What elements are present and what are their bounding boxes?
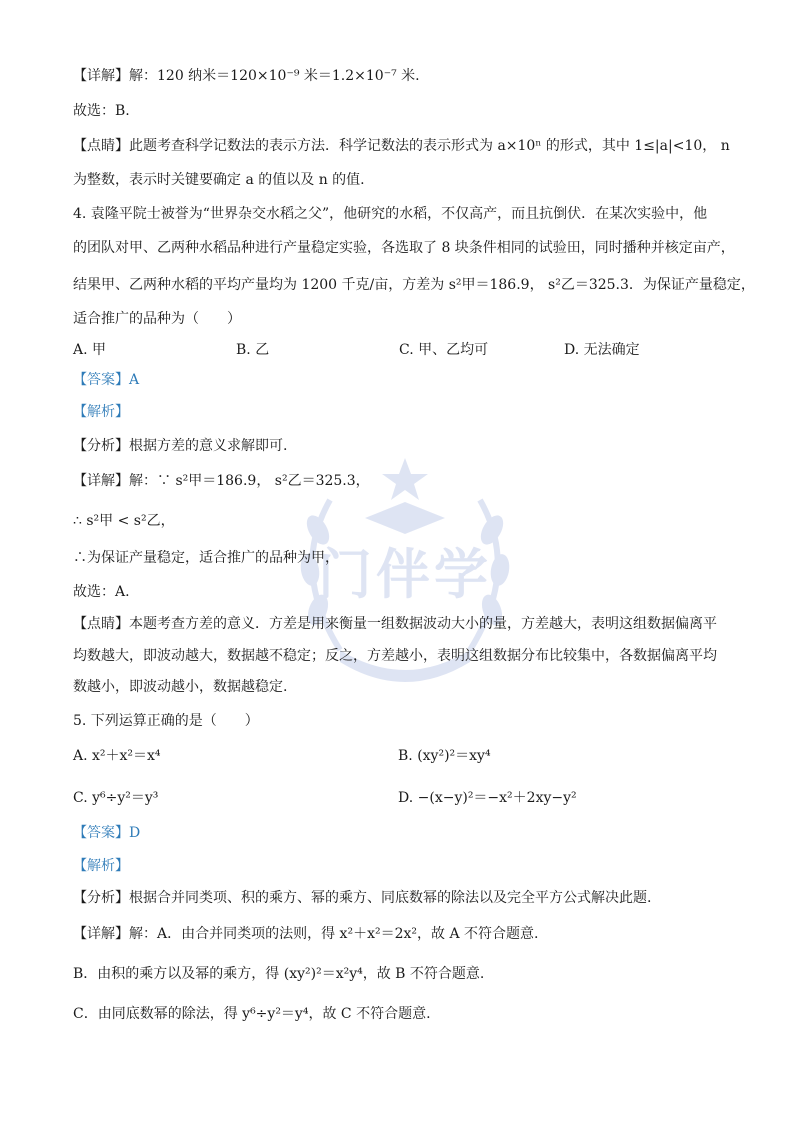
text-line: ∴为保证产量稳定，适合推广的品种为甲， [73, 550, 339, 566]
text-line: C．由同底数幂的除法，得 y⁶÷y²＝y⁴，故 C 不符合题意. [73, 1006, 431, 1022]
text-line: B．由积的乘方以及幂的乘方，得 (xy²)²＝x²y⁴，故 B 不符合题意. [73, 966, 485, 982]
q4-option-d: D. 无法确定 [564, 342, 640, 358]
text-line: 【详解】解：A．由合并同类项的法则，得 x²＋x²＝2x²，故 A 不符合题意. [73, 926, 539, 942]
text-line: 故选：B. [73, 103, 130, 119]
q5-option-d: D. −(x−y)²＝−x²＋2xy−y² [398, 790, 577, 806]
answer-label: 【答案】A [73, 372, 140, 388]
analysis-label: 【解析】 [73, 858, 129, 874]
q5-option-b: B. (xy²)²＝xy⁴ [398, 748, 491, 764]
text-line: 【点睛】本题考查方差的意义．方差是用来衡量一组数据波动大小的量，方差越大，表明这组数据偏离平 [73, 616, 717, 632]
text-line: 【分析】根据合并同类项、积的乘方、幂的乘方、同底数幂的除法以及完全平方公式解决此题. [73, 890, 652, 906]
text-line: 【详解】解：∵ s²甲＝186.9， s²乙＝325.3， [73, 473, 370, 489]
text-line: 【分析】根据方差的意义求解即可. [73, 438, 288, 454]
answer-label: 【答案】D [73, 825, 141, 841]
q4-option-c: C. 甲、乙均可 [399, 342, 489, 358]
q5-option-a: A. x²＋x²＝x⁴ [73, 748, 161, 764]
text-line: ∴ s²甲 < s²乙， [73, 513, 175, 529]
question-4-stem: 4. 袁隆平院士被誉为“世界杂交水稻之父”，他研究的水稻，不仅高产，而且抗倒伏．在某次实验中，他 [73, 206, 708, 222]
q5-option-c: C. y⁶÷y²＝y³ [73, 790, 159, 806]
question-5-stem: 5. 下列运算正确的是（ ） [73, 713, 259, 729]
q4-option-b: B. 乙 [236, 342, 270, 358]
text-line: 为整数，表示时关键要确定 a 的值以及 n 的值. [73, 172, 365, 188]
analysis-label: 【解析】 [73, 404, 129, 420]
text-line: 【点睛】此题考查科学记数法的表示方法．科学记数法的表示形式为 a×10ⁿ 的形式，其中 1≤|a|<10， n [73, 138, 730, 154]
text-line: 的团队对甲、乙两种水稻品种进行产量稳定实验，各选取了 8 块条件相同的试验田，同时播种并核定亩产， [73, 240, 735, 256]
text-line: 均数越大，即波动越大，数据越不稳定；反之，方差越小，表明这组数据分布比较集中，各数据偏离平均 [73, 648, 717, 664]
text-line: 【详解】解：120 纳米＝120×10⁻⁹ 米＝1.2×10⁻⁷ 米. [73, 68, 420, 84]
text-line: 结果甲、乙两种水稻的平均产量均为 1200 千克/亩，方差为 s²甲＝186.9， s²乙＝325.3．为保证产量稳定， [73, 277, 755, 293]
text-line: 适合推广的品种为（ ） [73, 311, 241, 327]
watermark-text: 门伴学 [318, 543, 492, 606]
text-line: 故选：A. [73, 584, 130, 600]
q4-option-a: A. 甲 [73, 342, 107, 358]
text-line: 数越小，即波动越小，数据越稳定. [73, 679, 288, 695]
